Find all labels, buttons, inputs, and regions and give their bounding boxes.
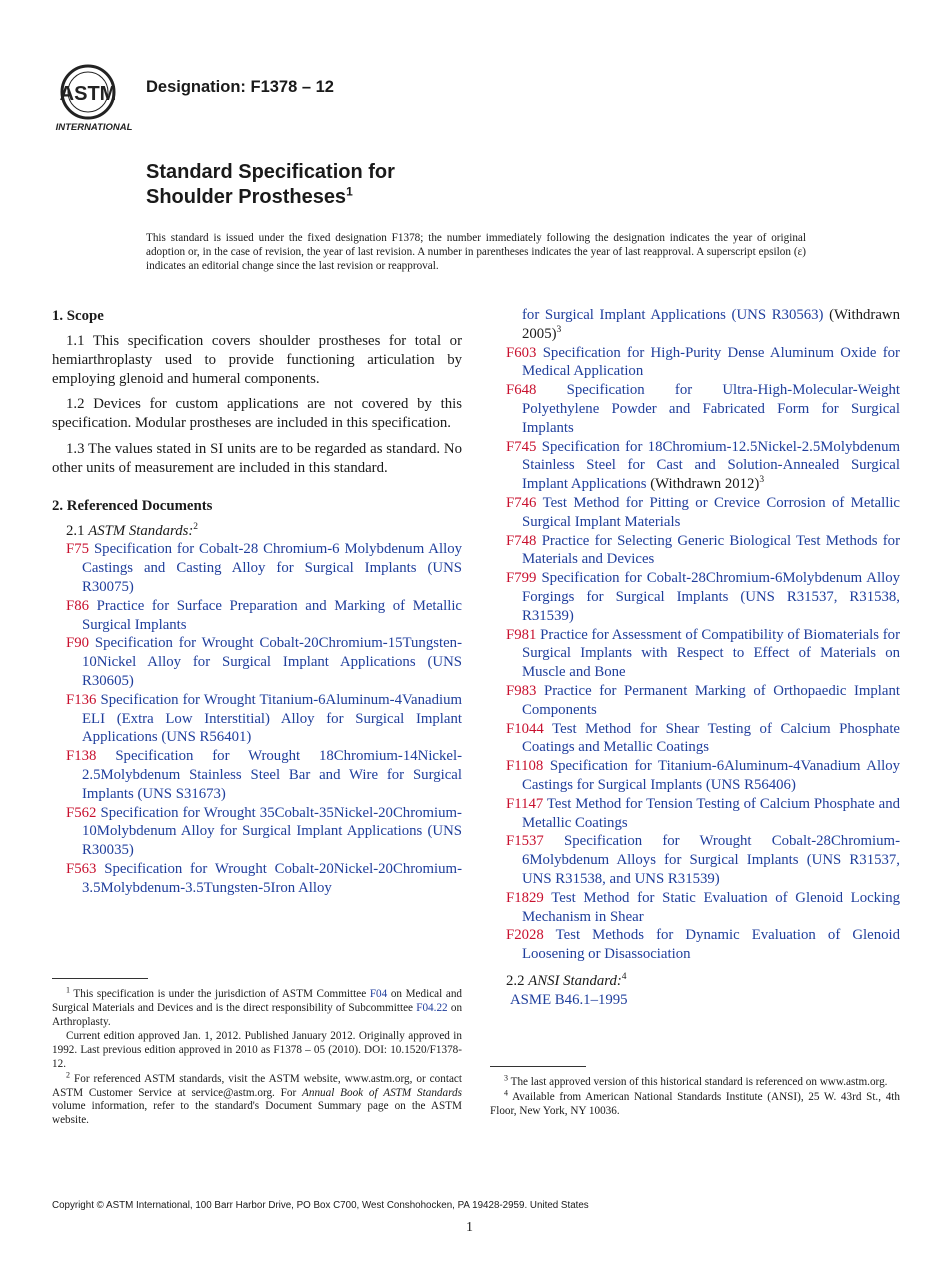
ref-code[interactable]: F562 (66, 804, 97, 821)
astm-standards-number: 2.1 (66, 522, 85, 539)
standard-notice: This standard is issued under the fixed designation F1378; the number immediately following the designation indicates the year of original adoption or, in the case of revision, the year of last revision. A number in parentheses indicates the year of last reapproval. A superscript epsilon (ε) indicates an editorial change since the last revision or reapproval. (146, 232, 806, 272)
ref-item-f748[interactable] (506, 532, 900, 570)
astm-standards-text: ASTM Standards: (88, 522, 194, 539)
ref-title[interactable]: Specification for 18Chromium-12.5Nickel-2.5Molybdenum Stainless Steel for Cast and Solution-Annealed Surgical Implant Applications (522, 438, 901, 493)
ref-item-f563-continued[interactable] (506, 306, 900, 344)
subcommittee-f04-22-link[interactable]: F04.22 (416, 1001, 448, 1014)
ref-item-f1044[interactable] (506, 720, 900, 758)
ref-title[interactable]: Test Methods for Dynamic Evaluation of Glenoid Loosening or Disassociation (522, 927, 901, 963)
scope-1-2: 1.2 Devices for custom applications are not covered by this specification. Modular prostheses are included in this specification. (52, 396, 462, 432)
footnote-1-text-c: on Arthroplasty. (52, 1001, 463, 1028)
ref-code[interactable]: F90 (66, 635, 90, 652)
ref-code[interactable]: F86 (66, 597, 90, 614)
ref-title[interactable]: Specification for Wrought Cobalt-20Nickel-20Chromium-3.5Molybdenum-3.5Tungsten-5Iron Alloy (82, 860, 462, 896)
committee-f04-link[interactable]: F04 (369, 988, 388, 1000)
footnotes-left (52, 985, 463, 1129)
ref-title[interactable]: Practice for Assessment of Compatibility of Biomaterials for Surgical Implants with Respect to Effect of Materials on Muscle and Bone (522, 626, 900, 681)
footnote-3-mark: 3 (504, 1073, 508, 1083)
scope-1-3: 1.3 The values stated in SI units are to be regarded as standard. No other units of measurement are included in this standard. (52, 440, 462, 476)
ref-code[interactable]: F563 (66, 860, 97, 877)
designation: Designation: F1378 – 12 (146, 78, 334, 96)
ref-item-f746[interactable] (506, 494, 900, 532)
ansi-standard-label (506, 972, 900, 991)
ref-item-f138[interactable] (66, 747, 462, 803)
footnote-1-text-b: on Medical and Surgical Materials and Devices and is the direct responsibility of Subcommittee (52, 988, 463, 1014)
ref-item-f2028[interactable] (506, 926, 900, 964)
scope-heading: 1. Scope (52, 308, 104, 324)
ref-title[interactable]: Specification for Cobalt-28Chromium-6Molybdenum Alloy Forgings for Surgical Implants (UNS R31537, R31538, R31539) (522, 570, 900, 624)
logo-subtext: INTERNATIONAL (55, 122, 133, 132)
footnote-1-mark: 1 (66, 985, 70, 995)
edition-note: Current edition approved Jan. 1, 2012. Published January 2012. Originally approved in 1992. Last previous edition approved in 2010 as F1378 – 05 (2010). DOI: 10.1520/F1378-12. (52, 1030, 462, 1070)
ref-item-f1829[interactable] (506, 889, 900, 927)
ref-item-f563[interactable] (66, 860, 462, 898)
ref-title[interactable]: Test Method for Tension Testing of Calcium Phosphate and Metallic Coatings (522, 795, 900, 831)
ref-code[interactable]: F603 (506, 344, 537, 361)
ref-item-f1537[interactable] (506, 832, 900, 888)
ref-code[interactable]: F136 (66, 691, 97, 708)
ref-item-f136[interactable] (66, 691, 462, 747)
copyright-notice: Copyright © ASTM International, 100 Barr Harbor Drive, PO Box C700, West Conshohocken, PA 19428-2959. United States (52, 1200, 589, 1211)
ref-title[interactable]: Specification for High-Purity Dense Aluminum Oxide for Medical Application (522, 344, 900, 380)
ref-title[interactable]: Specification for Cobalt-28 Chromium-6 Molybdenum Alloy Castings and Casting Alloy for Surgical Implants (UNS R30075) (82, 541, 462, 595)
ref-code[interactable]: F1147 (506, 795, 544, 812)
withdrawn-note: (Withdrawn 2012) (646, 476, 760, 493)
footnote-4-mark: 4 (504, 1088, 508, 1098)
ref-list-left (52, 540, 462, 897)
right-column (506, 306, 900, 1009)
footnote-4 (490, 1088, 900, 1119)
ref-title[interactable]: Specification for Titanium-6Aluminum-4Vanadium Alloy Castings for Surgical Implants (UNS R56406) (522, 758, 900, 793)
footnote-divider-right (490, 1066, 586, 1067)
title-line2: Shoulder Prostheses (146, 186, 347, 208)
ref-code[interactable]: F648 (506, 382, 537, 399)
astm-standards-footnote-mark: 2 (193, 521, 199, 532)
ansi-standard-text: ANSI Standard: (528, 972, 622, 989)
ref-code[interactable]: F746 (506, 494, 537, 511)
footnote-3-ref: 3 (556, 324, 562, 335)
ref-title[interactable]: Practice for Permanent Marking of Orthopaedic Implant Components (522, 682, 900, 718)
ref-title[interactable]: Specification for Wrought Cobalt-20Chromium-15Tungsten-10Nickel Alloy for Surgical Implant Applications (UNS R30605) (82, 635, 462, 689)
ref-item-f983[interactable] (506, 682, 900, 720)
ref-item-f648[interactable] (506, 381, 900, 437)
ref-title[interactable]: Specification for Wrought 35Cobalt-35Nickel-20Chromium-10Molybdenum Alloy for Surgical Implant Applications (UNS R30035) (82, 804, 462, 859)
ref-title[interactable]: Practice for Selecting Generic Biological Test Methods for Materials and Devices (522, 532, 901, 568)
ref-item-f799[interactable] (506, 569, 900, 625)
title-footnote-mark: 1 (346, 184, 353, 199)
ref-title[interactable]: Test Method for Static Evaluation of Glenoid Locking Mechanism in Shear (522, 889, 900, 925)
footnote-3-ref: 3 (759, 475, 765, 486)
ref-code[interactable]: F1108 (506, 758, 544, 775)
ref-item-f562[interactable] (66, 804, 462, 860)
ref-item-f1108[interactable] (506, 757, 900, 795)
astm-logo (52, 62, 136, 132)
astm-standards-label (52, 522, 462, 541)
ref-title[interactable]: Specification for Ultra-High-Molecular-Weight Polyethylene Powder and Fabricated Form for Surgical Implants (522, 382, 901, 436)
ansi-footnote-mark: 4 (621, 971, 627, 982)
footnote-1 (52, 985, 463, 1029)
ref-title[interactable]: Test Method for Pitting or Crevice Corrosion of Metallic Surgical Implant Materials (522, 494, 900, 530)
ref-title[interactable]: Specification for Wrought Titanium-6Aluminum-4Vanadium ELI (Extra Low Interstitial) Alloy for Surgical Implant Applications (UNS R56401) (82, 691, 463, 746)
footnote-divider-left (52, 978, 148, 979)
footnote-2-mark: 2 (66, 1070, 70, 1080)
ref-item-f745[interactable] (506, 438, 900, 494)
withdrawn-note: (Withdrawn 2005) (522, 307, 900, 342)
ref-item-f603[interactable] (506, 344, 900, 382)
ref-code[interactable]: F983 (506, 682, 537, 699)
footnote-1-text-a: This specification is under the jurisdiction of ASTM Committee (73, 988, 367, 1000)
footnote-4-text: Available from American National Standards Institute (ANSI), 25 W. 43rd St., 4th Floor, New York, NY 10036. (490, 1090, 900, 1117)
footnote-2-text-b: volume information, refer to the standard's Document Summary page on the ASTM website. (52, 1100, 462, 1127)
ref-code[interactable]: F1537 (506, 833, 544, 850)
ref-code[interactable]: F1044 (506, 720, 544, 737)
page-title (146, 160, 395, 210)
ref-code[interactable]: F1829 (506, 889, 544, 906)
ref-title[interactable]: Practice for Surface Preparation and Marking of Metallic Surgical Implants (82, 597, 462, 633)
ref-title[interactable]: Specification for Wrought Cobalt-28Chromium-6Molybdenum Alloys for Surgical Implants (UNS R31537, UNS R31538, and UNS R31539) (522, 833, 900, 887)
ref-code[interactable]: F748 (506, 532, 537, 549)
ref-item-f981[interactable] (506, 626, 900, 682)
ansi-standard-number: 2.2 (506, 972, 525, 989)
ref-item-f90[interactable] (66, 634, 462, 690)
footnote-3 (490, 1073, 900, 1090)
scope-1-1: 1.1 This specification covers shoulder prostheses for total or hemiarthroplasty used to provide functioning articulation by employing glenoid and humeral components. (52, 333, 462, 387)
footnotes-right (490, 1073, 900, 1119)
ref-item-f1147[interactable] (506, 795, 900, 833)
ref-code[interactable]: F745 (506, 438, 537, 455)
ref-item-f75[interactable] (66, 540, 462, 596)
ref-title[interactable]: Test Method for Shear Testing of Calcium Phosphate Coatings and Metallic Coatings (522, 720, 901, 756)
footnote-2 (52, 1070, 462, 1128)
footnote-3-text: The last approved version of this historical standard is referenced on www.astm.org. (510, 1076, 888, 1088)
ref-code[interactable]: F138 (66, 748, 97, 765)
asme-b46-link[interactable]: ASME B46.1–1995 (510, 991, 628, 1008)
title-line1: Standard Specification for (146, 161, 395, 183)
astm-logo-graphic (52, 62, 136, 132)
ref-code[interactable]: F75 (66, 541, 90, 558)
ref-code[interactable]: F799 (506, 570, 537, 587)
page-number: 1 (466, 1220, 473, 1235)
footnote-2-italic: Annual Book of ASTM Standards (302, 1086, 462, 1099)
ref-code[interactable]: F2028 (506, 927, 544, 944)
footnote-2-text-a: For referenced ASTM standards, visit the ASTM website, www.astm.org, or contact ASTM Customer Service at service@astm.org. For (52, 1072, 462, 1099)
ref-item-f86[interactable] (66, 597, 462, 635)
ref-title[interactable]: for Surgical Implant Applications (UNS R30563) (522, 307, 824, 323)
ref-title[interactable]: Specification for Wrought 18Chromium-14Nickel-2.5Molybdenum Stainless Steel Bar and Wire for Surgical Implants (UNS S31673) (82, 748, 462, 802)
left-column (52, 306, 462, 898)
referenced-documents-heading: 2. Referenced Documents (52, 497, 213, 514)
ref-code[interactable]: F981 (506, 626, 537, 643)
logo-text: ASTM (59, 83, 117, 105)
